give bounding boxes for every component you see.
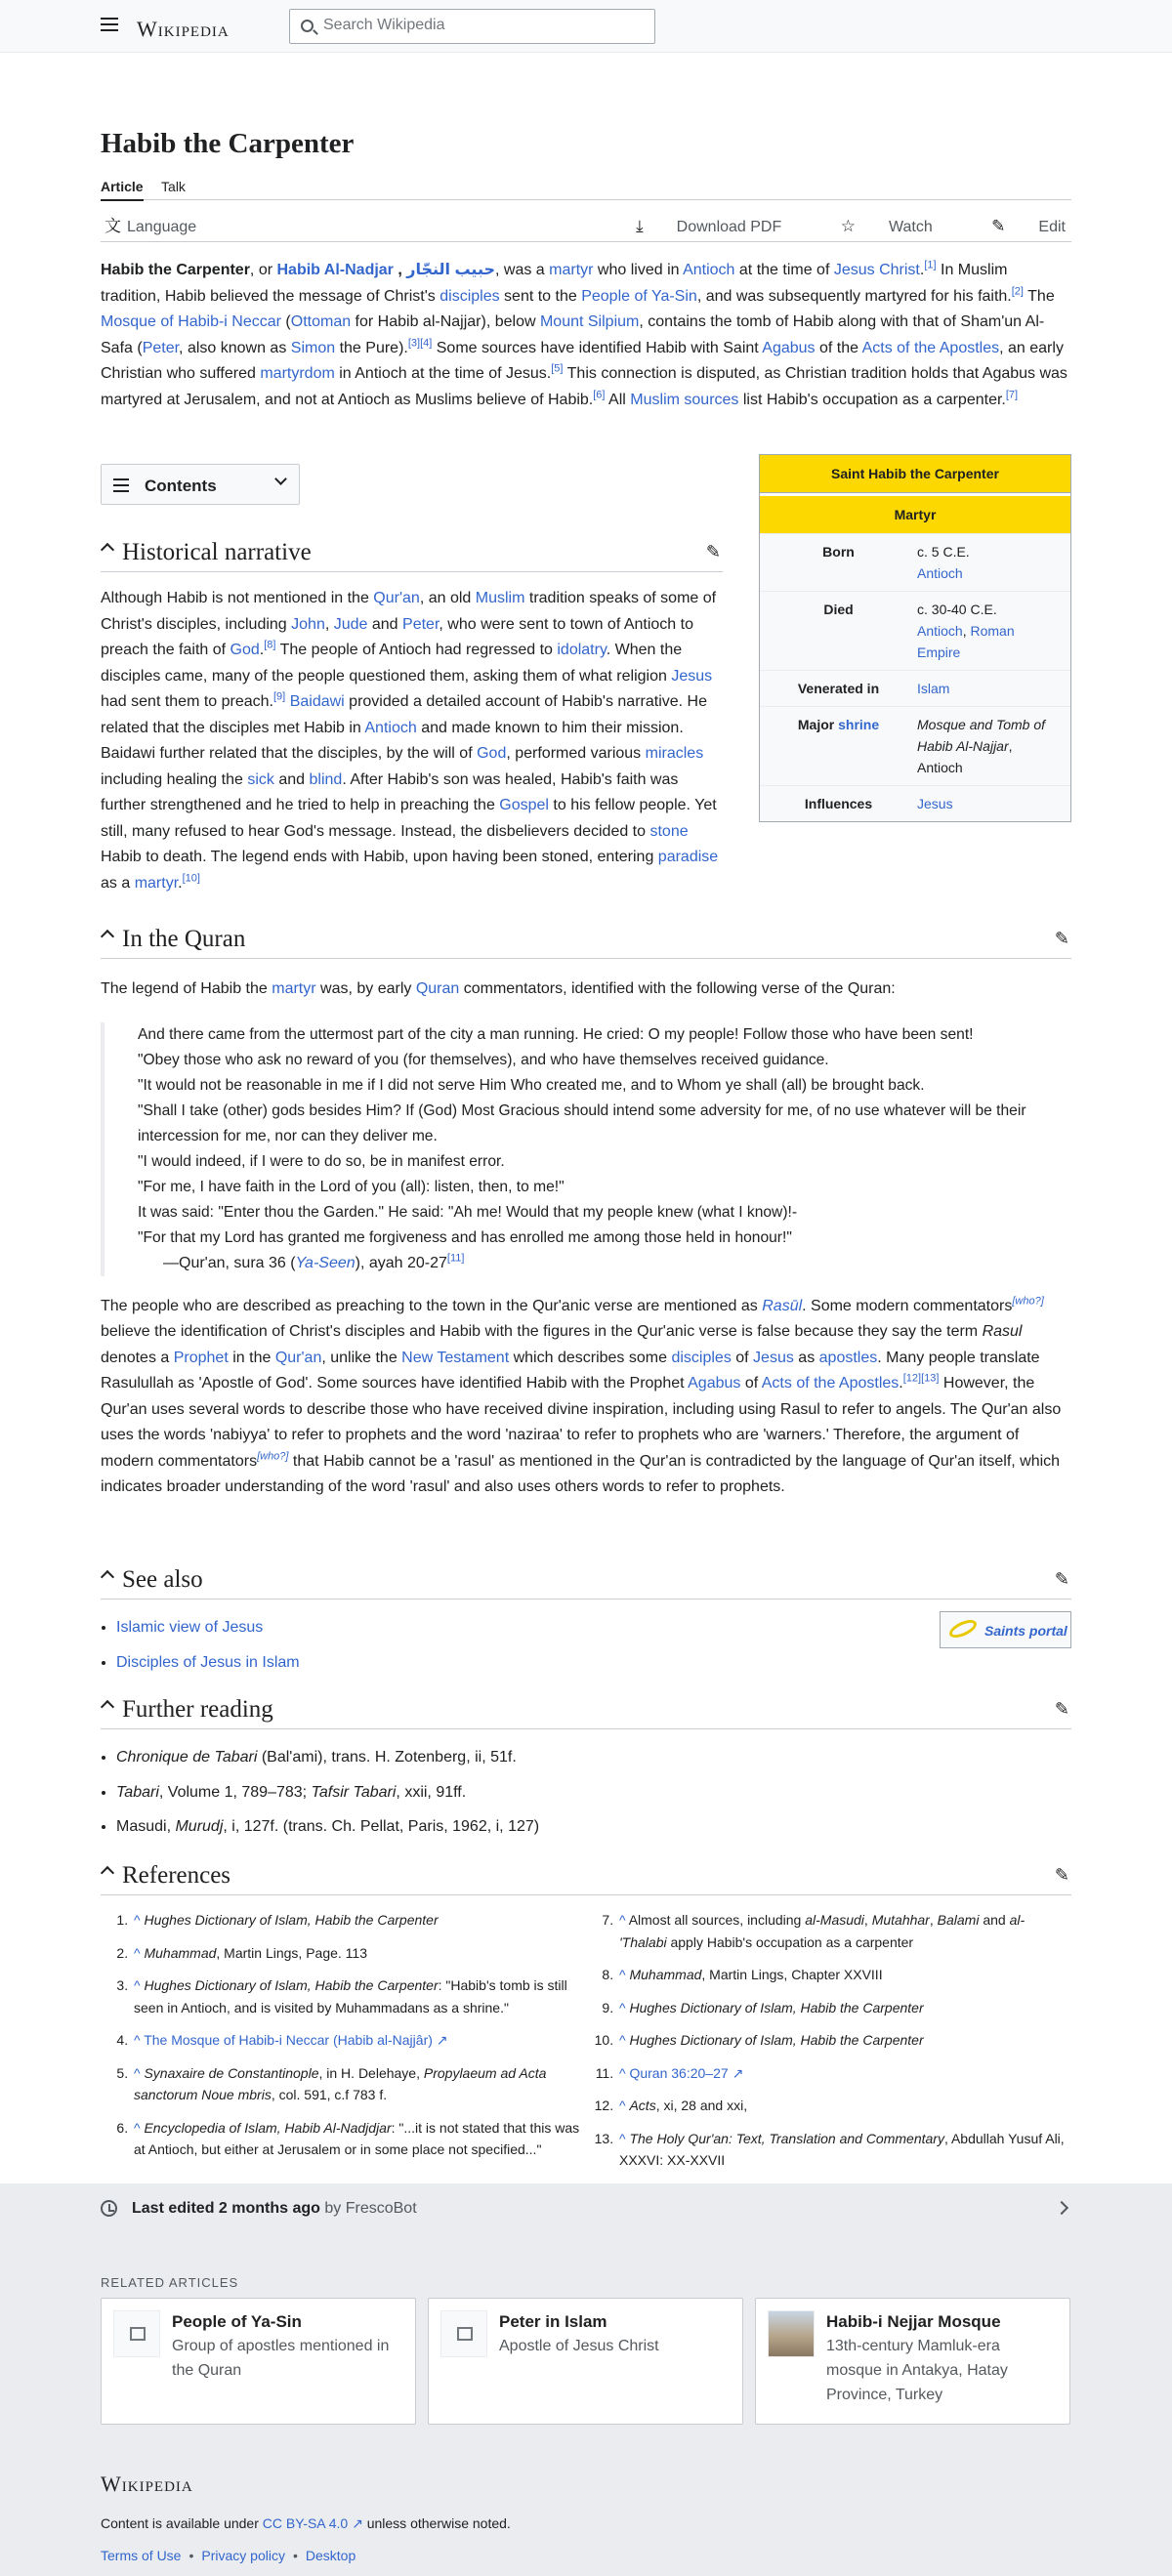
list-item: 1. ^ Hughes Dictionary of Islam, Habib the Carpenter (132, 1909, 586, 1932)
halo-icon (946, 1616, 979, 1641)
edit-section-icon[interactable]: ✎ (1054, 1865, 1069, 1886)
list-item: 5. ^ Synaxaire de Constantinople, in H. Delehaye, Propylaeum ad Acta sanctorum Noue mbris, col. 591, c.f 783 f. (132, 2062, 586, 2106)
section-quran (101, 918, 1071, 1501)
infobox-row-shrine: Major shrine Mosque and Tomb of Habib Al-Najjar, Antioch (760, 706, 1070, 785)
infobox-row-born: Born c. 5 C.E. Antioch (760, 533, 1070, 591)
page-actions (101, 211, 1071, 242)
section-references (101, 1854, 1071, 2182)
list-item: 2. ^ Muhammad, Martin Lings, Page. 113 (132, 1942, 586, 1965)
star-icon: ☆ (840, 217, 856, 235)
related-articles: RELATED ARTICLES People of Ya-Sin Group of apostles mentioned in the Quran Peter in Islam Apostle of Jesus Christ Habib-i Nejjar Mosque 13th-century Mamluk-era mosque in Antakya, Hatay Province, Turkey Wikipedia Content is available under CC BY-SA 4.0 ↗ unless otherwise noted. Terms of Use • Privacy policy • Desktop (0, 2234, 1172, 2576)
quote-citation: —Qur'an, sura 36 (Ya-Seen), ayah 20-27[11] (163, 1252, 465, 1271)
intro-paragraph: Habib the Carpenter, or Habib Al-Nadjar , حبيب النجّار, was a martyr who lived in Antioch at the time of Jesus Christ.[1] In Muslim tradition, Habib believed the message of Christ's disciples sent to the People of Ya-Sin, and was subsequently martyred for his faith.[2] The Mosque of Habib-i Neccar (Ottoman for Habib al-Najjar), below Mount Silpium, contains the tomb of Habib along with that of Sham'un Al-Safa (Peter, also known as Simon the Pure).[3][4] Some sources have identified Habib with Saint Agabus of the Acts of the Apostles, an early Christian who suffered martyrdom in Antioch at the time of Jesus.[5] This connection is disputed, as Christian tradition holds that Agabus was martyred at Jerusalem, and not at Antioch as Muslims believe of Habib.[6] All Muslim sources list Habib's occupation as a carpenter.[7] (101, 259, 1067, 408)
ya-seen-link[interactable]: Ya-Seen (295, 1254, 356, 1271)
section-heading[interactable]: Further reading ✎ (101, 1688, 1071, 1729)
terms-link[interactable]: Terms of Use (101, 2547, 182, 2563)
download-icon: ⤓ (636, 217, 644, 235)
section-heading[interactable]: See also ✎ (101, 1558, 1071, 1600)
wikipedia-wordmark[interactable]: Wikipedia (137, 17, 230, 41)
article-content (101, 258, 1071, 429)
died-place-link[interactable]: Antioch (917, 623, 963, 639)
mosque-thumbnail (768, 2310, 815, 2357)
section-see-also (101, 1558, 1071, 1684)
related-card-habib-i-nejjar-mosque[interactable]: Habib-i Nejjar Mosque 13th-century Mamluk-era mosque in Antakya, Hatay Province, Turkey (755, 2298, 1070, 2425)
section-heading[interactable]: Historical narrative ✎ (101, 531, 723, 572)
list-icon (113, 478, 129, 496)
list-item: 6. ^ Encyclopedia of Islam, Habib Al-Nadjdjar: "...it is not stated that this was at Antioch, but either at Jerusalem or in some place not specified..." (132, 2117, 586, 2161)
external-link-icon: ↗ (348, 2515, 363, 2532)
list-item: 4. ^ The Mosque of Habib-i Neccar (Habib al-Najjâr) ↗ (132, 2029, 586, 2052)
edit-section-icon[interactable]: ✎ (705, 542, 721, 562)
list-item: • Tabari, Volume 1, 789–783; Tafsir Tabari, xxii, 91ff. (116, 1780, 1071, 1806)
footer (101, 2467, 1071, 2566)
infobox-row-influences: Influences Jesus (760, 785, 1070, 821)
list-item: 8. ^ Muhammad, Martin Lings, Chapter XXVIII (617, 1964, 1071, 1986)
collapse-icon (101, 543, 114, 557)
quran-paragraph: The people who are described as preaching to the town in the Qur'anic verse are mentioned as Rasūl. Some modern commentators[who?] believe the identification of Christ's disciples and Habib with the figures in the Qur'anic verse is false because they say the term Rasul denotes a Prophet in the Qur'an, unlike the New Testament which describes some disciples of Jesus as apostles. Many people translate Rasulullah as 'Apostle of God'. Some sources have identified Habib with the Prophet Agabus of Acts of the Apostles.[12][13] However, the Qur'an uses several words to describe those who have received divine inspiration, including using Rasul to refer to angels. The Qur'an also uses the words 'nabiyya' to refer to prophets and the word 'naziraa' to refer to prophets who are 'warners.' Therefore, the argument of modern commentators[who?] that Habib cannot be a 'rasul' as mentioned in the Qur'an is contradicted by the language of Qur'an itself, which indicates broader understanding of the word 'rasul' and also uses others words to refer to prophets. (101, 1295, 1062, 1495)
list-item (116, 1615, 1071, 1641)
list-item: 9. ^ Hughes Dictionary of Islam, Habib the Carpenter (617, 1997, 1071, 2019)
see-also-list (101, 1615, 1071, 1675)
footer-links: Terms of Use • Privacy policy • Desktop (101, 2547, 356, 2563)
pencil-icon: ✎ (991, 217, 1006, 235)
infobox-title: Saint Habib the Carpenter (760, 455, 1070, 493)
desktop-link[interactable]: Desktop (305, 2547, 356, 2563)
collapse-icon (101, 1570, 114, 1584)
contents-toggle[interactable]: Contents (101, 464, 300, 505)
born-place-link[interactable]: Antioch (917, 565, 963, 581)
infobox-row-died: Died c. 30-40 C.E. Antioch, Roman Empire (760, 591, 1070, 670)
chevron-right-icon (1055, 2201, 1068, 2215)
language-button[interactable]: 文 Language (105, 213, 196, 240)
editor-username: FrescoBot (345, 2200, 417, 2217)
collapse-icon (101, 930, 114, 943)
edit-section-icon[interactable]: ✎ (1054, 929, 1069, 949)
history-icon (101, 2200, 117, 2217)
search-icon (301, 20, 314, 32)
last-edited-bar[interactable]: Last edited 2 months ago by FrescoBot (0, 2183, 1172, 2234)
section-historical (101, 531, 723, 896)
license-text: Content is available under CC BY-SA 4.0 ↗ unless otherwise noted. (101, 2515, 511, 2532)
namespace-tabs (101, 175, 1071, 200)
edit-section-icon[interactable]: ✎ (1054, 1569, 1069, 1590)
quran-intro: The legend of Habib the martyr was, by early Quran commentators, identified with the following verse of the Quran: (101, 980, 896, 997)
license-link[interactable]: CC BY-SA 4.0 (262, 2515, 349, 2532)
image-placeholder-icon (440, 2310, 487, 2357)
edit-section-icon[interactable]: ✎ (1054, 1699, 1069, 1720)
shrine-link[interactable]: shrine (838, 717, 880, 732)
top-header (0, 0, 1172, 53)
reference-list (101, 1909, 1071, 2182)
download-pdf-button[interactable]: ⤓ Download PDF (608, 219, 781, 235)
list-item: • Chronique de Tabari (Bal'ami), trans. H. Zotenberg, ii, 51f. (116, 1745, 1071, 1770)
disciples-link[interactable]: Disciples of Jesus in Islam (116, 1653, 300, 1671)
privacy-link[interactable]: Privacy policy (201, 2547, 285, 2563)
menu-icon[interactable] (101, 18, 118, 31)
collapse-icon (101, 1700, 114, 1714)
section-heading[interactable]: In the Quran ✎ (101, 918, 1071, 959)
infobox-subtitle: Martyr (760, 496, 1070, 533)
edit-button[interactable]: ✎ Edit (964, 219, 1066, 235)
quran-quote: And there came from the uttermost part of the city a man running. He cried: O my people! Follow those who have been sent! "Obey those who ask no reward of you (for themselves), and who have themselves received guidance. "It would not be reasonable in me if I did not serve Him Who created me, and to Whom ye shall (all) be brought back. "Shall I take (other) gods besides Him? If (God) Most Gracious should intend some adversity for me, of no use whatever will be their intercession for me, nor can they deliver me. "I would indeed, if I were to do so, be in manifest error. "For me, I have faith in the Lord of you (all): listen, then, to me!" It was said: "Enter thou the Garden." He said: "Ah me! Would that my people knew (what I know)!- "For that my Lord has granted me forgiveness and has enrolled me among those held in honour!" —Qur'an, sura 36 (Ya-Seen), ayah 20-27[11] (101, 1022, 1071, 1276)
further-list (101, 1745, 1071, 1840)
list-item (116, 1650, 1071, 1676)
islam-link[interactable]: Islam (917, 681, 950, 696)
section-further-reading (101, 1688, 1071, 1849)
watch-button[interactable]: ☆ Watch (814, 219, 933, 235)
search-box[interactable] (289, 9, 655, 44)
list-item: 11. ^ Quran 36:20–27 ↗ (617, 2062, 1071, 2085)
related-card-people-of-ya-sin[interactable]: People of Ya-Sin Group of apostles mentioned in the Quran (101, 2298, 416, 2425)
tab-article[interactable]: Article (101, 176, 144, 201)
saints-portal-box[interactable]: Saints portal (940, 1611, 1071, 1648)
page-title: Habib the Carpenter (101, 128, 355, 159)
collapse-icon (101, 1866, 114, 1880)
image-placeholder-icon (113, 2310, 160, 2357)
infobox-row-venerated: Venerated in Islam (760, 670, 1070, 706)
list-item: 10. ^ Hughes Dictionary of Islam, Habib the Carpenter (617, 2029, 1071, 2052)
roman-empire-link[interactable]: Roman Empire (917, 623, 1015, 660)
list-item: 3. ^ Hughes Dictionary of Islam, Habib the Carpenter: "Habib's tomb is still seen in Antioch, and is visited by Muhammadans as a shrine." (132, 1974, 586, 2018)
islamic-view-link[interactable]: Islamic view of Jesus (116, 1619, 264, 1636)
list-item: 13. ^ The Holy Qur'an: Text, Translation and Commentary, Abdullah Yusuf Ali, XXXVI: XX-XXVII (617, 2128, 1071, 2172)
related-card-peter-in-islam[interactable]: Peter in Islam Apostle of Jesus Christ (428, 2298, 743, 2425)
search-input[interactable] (323, 17, 636, 34)
infobox (759, 454, 1071, 822)
list-item: 12. ^ Acts, xi, 28 and xxi, (617, 2095, 1071, 2117)
historical-paragraph: Although Habib is not mentioned in the Qur'an, an old Muslim tradition speaks of some of Christ's disciples, including John, Jude and Peter, who were sent to town of Antioch to preach the faith of God.[8] The people of Antioch had regressed to idolatry. When the disciples came, many of the people questioned them, asking them of what religion Jesus had sent them to preach.[9] Baidawi provided a detailed account of Habib's narrative. He related that the disciples met Habib in Antioch and made known to him their mission. Baidawi further related that the disciples, by the will of God, performed various miracles including healing the sick and blind. After Habib's son was healed, Habib's faith was further strengthened and he tried to help in preaching the Gospel to his fellow people. Yet still, many refused to hear God's message. Instead, the disbelievers decided to stone Habib to death. The legend ends with Habib, upon having been stoned, entering paradise as a martyr.[10] (101, 590, 719, 892)
section-heading[interactable]: References ✎ (101, 1854, 1071, 1895)
footer-wordmark: Wikipedia (101, 2472, 193, 2496)
language-icon: 文 (105, 217, 121, 235)
list-item: 7. ^ Almost all sources, including al-Masudi, Mutahhar, Balami and al-'Thalabi apply Habib's occupation as a carpenter (617, 1909, 1071, 1953)
jesus-link[interactable]: Jesus (917, 796, 953, 811)
chevron-down-icon (274, 473, 287, 485)
list-item: • Masudi, Murudj, i, 127f. (trans. Ch. Pellat, Paris, 1962, i, 127) (116, 1814, 1071, 1840)
tab-talk[interactable]: Talk (161, 179, 186, 194)
